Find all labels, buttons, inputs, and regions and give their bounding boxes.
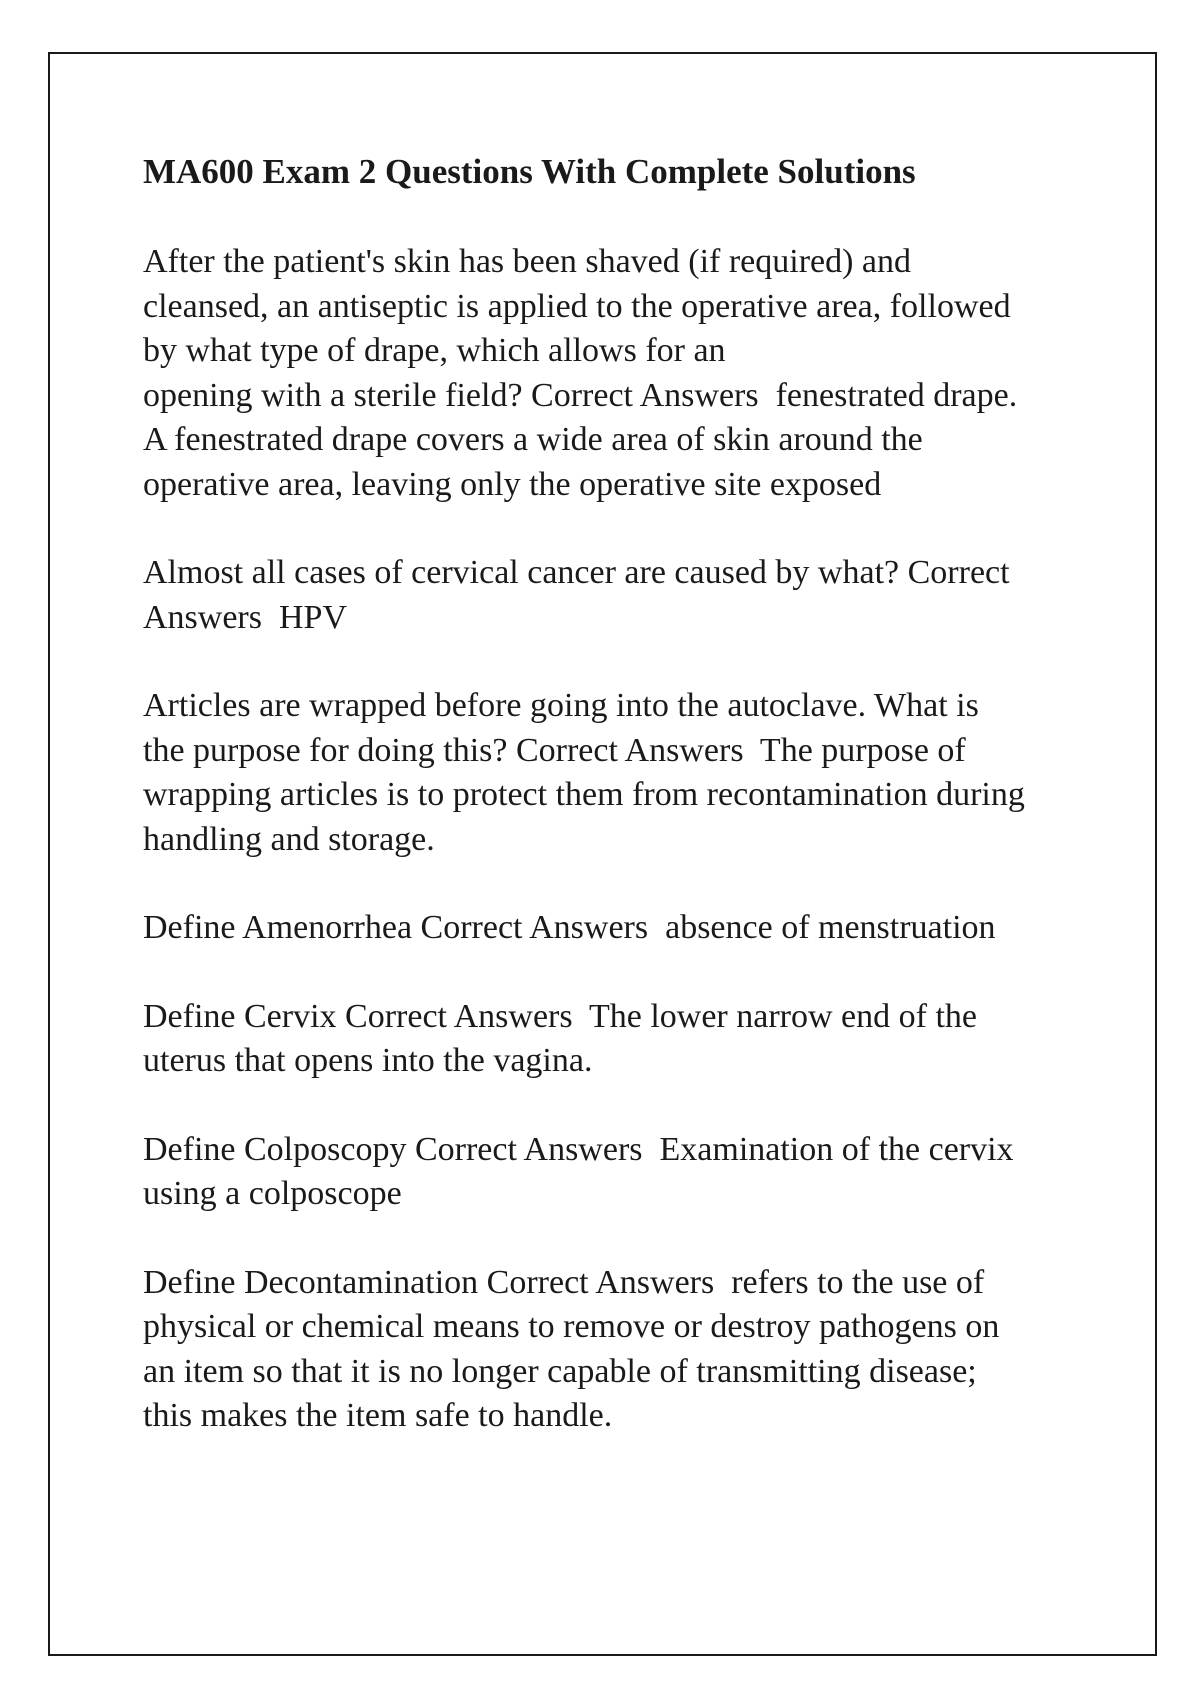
- text-line: physical or chemical means to remove or destroy pathogens on: [143, 1308, 1000, 1345]
- text-line: this makes the item safe to handle.: [143, 1397, 613, 1434]
- text-line: Almost all cases of cervical cancer are caused by what? Correct: [143, 554, 1010, 591]
- text-line: Define Decontamination Correct Answers refers to the use of: [143, 1263, 985, 1301]
- text-line: Define Amenorrhea Correct Answers absence of menstruation: [143, 909, 996, 946]
- text-line: handling and storage.: [143, 820, 435, 858]
- text-line: uterus that opens into the vagina.: [143, 1042, 593, 1079]
- qa-item-colposcopy: [143, 1128, 1083, 1217]
- text-line: the purpose for doing this? Correct Answers The purpose of: [143, 731, 966, 769]
- qa-item-autoclave-wrapping: [143, 684, 1083, 862]
- text-line: opening with a sterile field? Correct Answers fenestrated drape.: [143, 376, 1018, 414]
- text-line: Define Cervix Correct Answers The lower narrow end of the: [143, 997, 977, 1035]
- text-line: an item so that it is no longer capable of transmitting disease;: [143, 1352, 977, 1390]
- qa-item-fenestrated-drape: [143, 240, 1083, 507]
- qa-item-cervical-cancer: [143, 551, 1083, 640]
- qa-item-amenorrhea: [143, 906, 1083, 951]
- text-line: operative area, leaving only the operative site exposed: [143, 465, 882, 503]
- document-title: MA600 Exam 2 Questions With Complete Solutions: [143, 152, 916, 191]
- qa-item-decontamination: [143, 1261, 1083, 1439]
- text-line: Articles are wrapped before going into the autoclave. What is: [143, 687, 979, 724]
- text-line: Define Colposcopy Correct Answers Examination of the cervix: [143, 1130, 1014, 1168]
- text-line: A fenestrated drape covers a wide area of skin around the: [143, 421, 923, 458]
- text-line: After the patient's skin has been shaved (if required) and: [143, 243, 912, 280]
- text-line: Answers HPV: [143, 598, 347, 636]
- text-line: wrapping articles is to protect them from recontamination during: [143, 776, 1025, 813]
- document-body: [143, 150, 1083, 1483]
- text-line: cleansed, an antiseptic is applied to the operative area, followed: [143, 287, 1011, 325]
- text-line: by what type of drape, which allows for an: [143, 332, 726, 369]
- qa-item-cervix: [143, 995, 1083, 1084]
- text-line: using a colposcope: [143, 1175, 402, 1212]
